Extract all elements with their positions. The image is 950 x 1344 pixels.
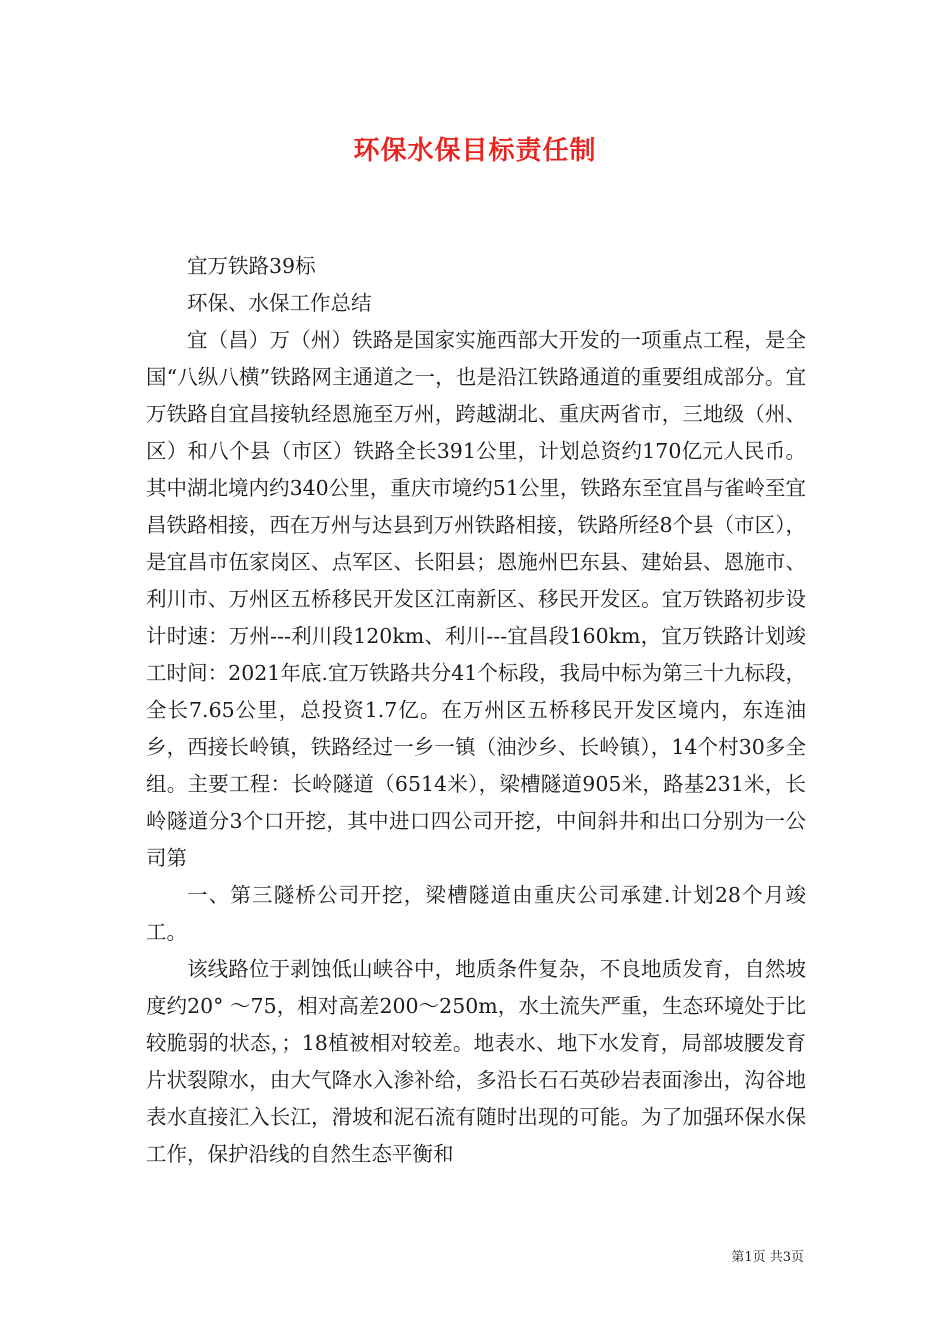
paragraph-subtitle: 环保、水保工作总结 <box>187 291 372 315</box>
page-title: 环保水保目标责任制 <box>353 136 597 166</box>
paragraph-section-label: 宜万铁路39标 <box>187 254 316 278</box>
paragraph-overview: 宜（昌）万（州）铁路是国家实施西部大开发的一项重点工程，是全国“八纵八横”铁路网主通道之一，也是沿江铁路通道的重要组成部分。宜万铁路自宜昌接轨经恩施至万州，跨越湖北、重庆两省市，三地级（州、区）和八个县（市区）铁路全长391公里，计划总资约170亿元人民币。其中湖北境内约340公里，重庆市境约51公里，铁路东至宜昌与雀岭至宜昌铁路相接，西在万州与达县到万州铁路相接，铁路所经8个县（市区），是宜昌市伍家岗区、点军区、长阳县；恩施州巴东县、建始县、恩施市、利川市、万州区五桥移民开发区江南新区、移民开发区。宜万铁路初步设计时速：万州---利川段120km、利川---宜昌段160km，宜万铁路计划竣工时间：2021年底.宜万铁路共分41个标段，我局中标为第三十九标段，全长7.65公里，总投资1.7亿。在万州区五桥移民开发区境内，东连油乡，西接长岭镇，铁路经过一乡一镇（油沙乡、长岭镇），14个村30多全组。主要工程：长岭隧道（6514米），梁槽隧道905米，路基231米，长岭隧道分3个口开挖，其中进口四公司开挖，中间斜井和出口分别为一公司第 <box>146 328 806 870</box>
document-body <box>146 248 806 1173</box>
paragraph-construction: 一、第三隧桥公司开挖，梁槽隧道由重庆公司承建.计划28个月竣工。 <box>146 883 806 944</box>
paragraph-geology: 该线路位于剥蚀低山峡谷中，地质条件复杂，不良地质发育，自然坡度约20° ～75，相对高差200～250m，水土流失严重，生态环境处于比较脆弱的状态，；18植被相对较差。地表水、地下水发育，局部坡腰发育片状裂隙水，由大气降水入渗补给，多沿长石石英砂岩表面渗出，沟谷地表水直接汇入长江，滑坡和泥石流有随时出现的可能。为了加强环保水保工作，保护沿线的自然生态平衡和 <box>146 957 806 1166</box>
page-number: 第1页 共3页 <box>731 1250 804 1265</box>
